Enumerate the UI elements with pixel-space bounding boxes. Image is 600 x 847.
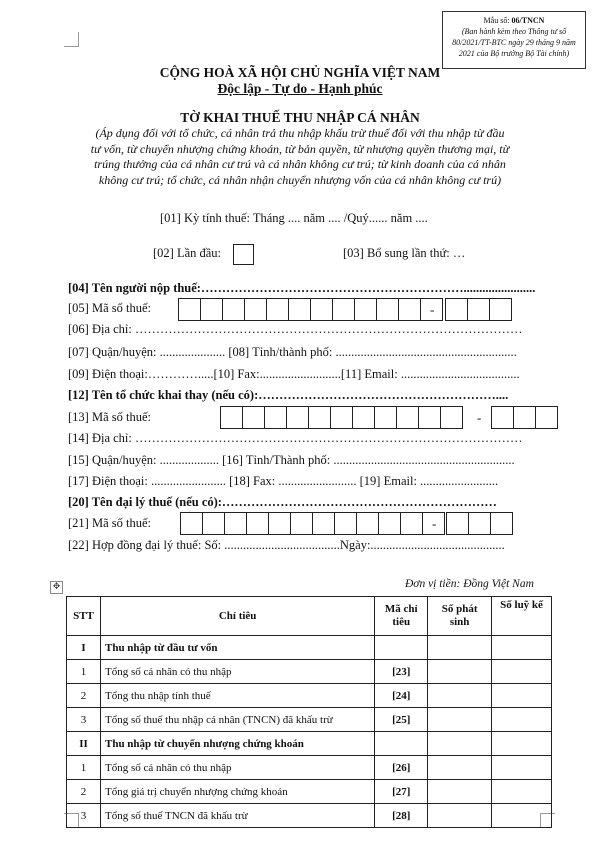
row-criteria: Tổng thu nhập tính thuế	[100, 684, 374, 708]
subtitle-line: (Áp dụng đối với tổ chức, cá nhân trả thu nhập khấu trừ thuế đối với thu nhập từ đầu	[95, 126, 505, 140]
row-stt: 2	[67, 780, 101, 804]
header-cumulative: Số luỹ kế	[492, 597, 552, 636]
tax-code-dash: -	[432, 516, 437, 531]
row-amount-cell[interactable]	[428, 780, 492, 804]
row-code: [28]	[375, 804, 428, 828]
currency-note: Đơn vị tiền: Đồng Việt Nam	[405, 578, 534, 590]
row-stt: 1	[67, 660, 101, 684]
first-time-label: [02] Lần đầu:	[153, 246, 222, 260]
taxpayer-name-field[interactable]: [04] Tên người nộp thuế:……………………………………………………….......................	[68, 281, 536, 295]
tax-period-field: [01] Kỳ tính thuế: Tháng .... năm .... /Quý...... năm ....	[160, 211, 428, 225]
row-code: [24]	[375, 684, 428, 708]
row-stt: 3	[67, 804, 101, 828]
row-criteria: Thu nhập từ đầu tư vốn	[100, 636, 374, 660]
header-code: Mã chỉ tiêu	[375, 597, 428, 636]
row-code: [26]	[375, 756, 428, 780]
row-code: [27]	[375, 780, 428, 804]
agent-org-tax-code-suffix-boxes[interactable]	[491, 406, 557, 429]
form-code-note: (Ban hành kèm theo Thông tư số 80/2021/TT-BTC ngày 29 tháng 9 năm 2021 của Bộ trưởng Bộ Tài chính)	[452, 27, 576, 58]
row-amount-cell[interactable]	[428, 660, 492, 684]
tax-agent-contract-field[interactable]: [22] Hợp đồng đại lý thuế: Số: .....................................Ngày:...........................................	[68, 538, 505, 552]
agent-org-name-field[interactable]: [12] Tên tổ chức khai thay (nếu có):…………………………………………………....	[68, 388, 509, 402]
table-row	[67, 684, 552, 708]
subtitle-line: tư vốn, từ chuyển nhượng chứng khoán, từ bản quyền, từ nhượng quyền thương mại, từ	[90, 141, 510, 156]
row-criteria: Tổng giá trị chuyển nhượng chứng khoán	[100, 780, 374, 804]
row-stt: 2	[67, 684, 101, 708]
row-criteria: Tổng số thuế TNCN đã khấu trừ	[100, 804, 374, 828]
agent-org-address-field[interactable]: [14] Địa chỉ: …………………………………………………………………………………	[68, 431, 523, 445]
subtitle-line: không cư trú; tổ chức, cá nhân nhận chuyển nhượng vốn của cá nhân không cư trú)	[98, 172, 502, 187]
taxpayer-address-field[interactable]: [06] Địa chỉ: …………………………………………………………………………………	[68, 322, 523, 336]
first-time-checkbox[interactable]	[233, 244, 254, 265]
row-cumulative-cell[interactable]	[492, 804, 552, 828]
taxpayer-tax-code-suffix-boxes[interactable]	[445, 298, 511, 321]
header-amount: Số phát sinh	[428, 597, 492, 636]
row-cumulative-cell[interactable]	[492, 756, 552, 780]
subtitle-line: trúng thưởng của cá nhân cư trú và cá nhân không cư trú; từ kinh doanh của cá nhân	[94, 157, 506, 171]
taxpayer-district-province-field[interactable]: [07] Quận/huyện: ..................... [08] Tỉnh/thành phố: ..........................................................	[68, 345, 517, 359]
crop-mark-top-left	[64, 32, 79, 47]
row-cumulative-cell[interactable]	[492, 732, 552, 756]
row-code	[375, 732, 428, 756]
taxpayer-tax-code-boxes[interactable]	[178, 298, 442, 321]
table-move-handle-icon[interactable]: ✥	[50, 581, 63, 594]
agent-org-district-province-field[interactable]: [15] Quận/huyện: ................... [16] Tỉnh/Thành phố: ..........................................................	[68, 453, 515, 467]
agent-org-tax-code-label: [13] Mã số thuế:	[68, 410, 151, 424]
form-code: 06/TNCN	[511, 16, 545, 25]
table-row	[67, 804, 552, 828]
tax-code-dash: -	[477, 410, 482, 425]
table-section-row	[67, 636, 552, 660]
row-cumulative-cell[interactable]	[492, 780, 552, 804]
table-row	[67, 660, 552, 684]
header-stt: STT	[67, 597, 101, 636]
row-cumulative-cell[interactable]	[492, 636, 552, 660]
tax-agent-name-field[interactable]: [20] Tên đại lý thuế (nếu có):…………………………………………………………	[68, 495, 497, 509]
row-cumulative-cell[interactable]	[492, 708, 552, 732]
row-code	[375, 636, 428, 660]
agent-org-tax-code-boxes[interactable]	[220, 406, 462, 429]
table-section-row	[67, 732, 552, 756]
row-code: [23]	[375, 660, 428, 684]
tax-agent-tax-code-suffix-boxes[interactable]	[446, 512, 512, 535]
row-amount-cell[interactable]	[428, 732, 492, 756]
table-row	[67, 708, 552, 732]
motto: Độc lập - Tự do - Hạnh phúc	[217, 81, 383, 96]
agent-org-contact-field[interactable]: [17] Điện thoại: ........................ [18] Fax: ......................... [19] Email: .........................	[68, 474, 499, 488]
row-amount-cell[interactable]	[428, 804, 492, 828]
row-criteria: Tổng số cá nhân có thu nhập	[100, 660, 374, 684]
row-amount-cell[interactable]	[428, 708, 492, 732]
row-criteria: Tổng số cá nhân có thu nhập	[100, 756, 374, 780]
row-amount-cell[interactable]	[428, 636, 492, 660]
tax-agent-tax-code-boxes[interactable]	[180, 512, 444, 535]
country-title: CỘNG HOÀ XÃ HỘI CHỦ NGHĨA VIỆT NAM	[159, 65, 441, 80]
taxpayer-contact-field[interactable]: [09] Điện thoại:………….....[10] Fax:..........................[11] Email: ......................................	[68, 367, 520, 381]
row-cumulative-cell[interactable]	[492, 660, 552, 684]
form-subtitle	[0, 126, 600, 188]
tax-agent-tax-code-label: [21] Mã số thuế:	[68, 516, 151, 530]
row-criteria: Tổng số thuế thu nhập cá nhân (TNCN) đã khấu trừ	[100, 708, 374, 732]
supplement-field: [03] Bổ sung lần thứ: …	[343, 246, 466, 260]
table-header-row	[67, 597, 552, 636]
form-code-box	[442, 11, 586, 69]
table-row	[67, 780, 552, 804]
form-title: TỜ KHAI THUẾ THU NHẬP CÁ NHÂN	[180, 110, 420, 125]
header-criteria: Chỉ tiêu	[100, 597, 374, 636]
taxpayer-tax-code-label: [05] Mã số thuế:	[68, 301, 151, 315]
tax-code-dash: -	[430, 302, 435, 317]
row-stt: I	[67, 636, 101, 660]
table-row	[67, 756, 552, 780]
row-amount-cell[interactable]	[428, 756, 492, 780]
row-stt: II	[67, 732, 101, 756]
form-code-label: Mẫu số:	[483, 16, 510, 25]
row-stt: 1	[67, 756, 101, 780]
row-amount-cell[interactable]	[428, 684, 492, 708]
tax-table	[66, 596, 552, 828]
row-stt: 3	[67, 708, 101, 732]
row-cumulative-cell[interactable]	[492, 684, 552, 708]
row-criteria: Thu nhập từ chuyển nhượng chứng khoán	[100, 732, 374, 756]
row-code: [25]	[375, 708, 428, 732]
